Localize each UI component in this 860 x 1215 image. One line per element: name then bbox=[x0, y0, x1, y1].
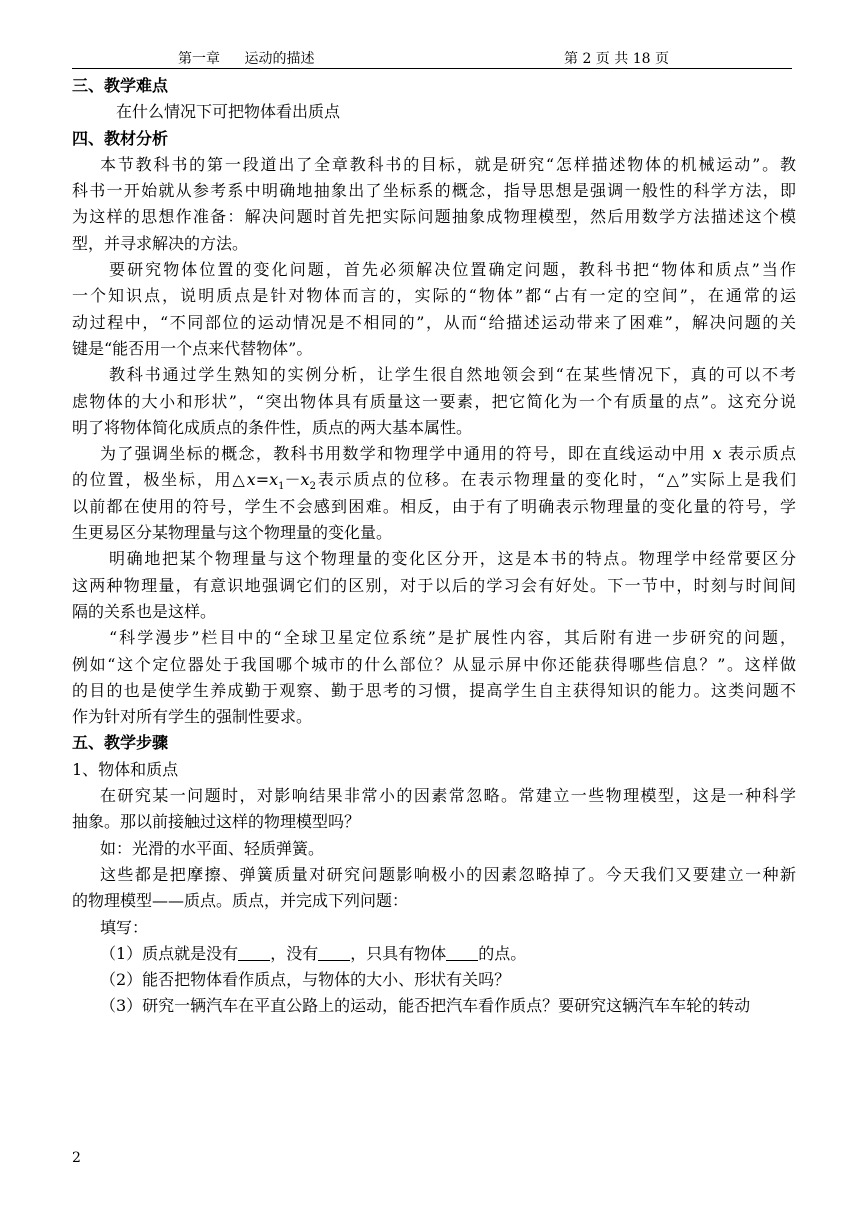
subscript-1: 1 bbox=[278, 481, 285, 493]
paragraph-line: 要研究物体位置的变化问题，首先必须解决位置确定问题，教科书把“物体和质点”当作 bbox=[109, 260, 796, 280]
steps-paragraph-2 bbox=[72, 862, 796, 915]
paragraph-line: 动过程中，“不同部位的运动情况是不相同的”，从而“给描述运动带来了困难”，解决问题的关 bbox=[72, 312, 796, 332]
paragraph-line: 科书一开始就从参考系中明确地抽象出了坐标系的概念，指导思想是强调一般性的科学方法，即 bbox=[72, 181, 796, 201]
analysis-paragraph-1 bbox=[72, 152, 796, 257]
paragraph-line: 明确地把某个物理量与这个物理量的变化区分开，这是本书的特点。物理学中经常要区分 bbox=[109, 549, 796, 569]
paragraph-line: 作为针对所有学生的强制性要求。 bbox=[72, 707, 313, 727]
paragraph-line bbox=[72, 467, 796, 493]
page-info: 第 2 页 共 18 页 bbox=[564, 51, 669, 67]
paragraph-line: 抽象。那以前接触过这样的物理模型吗？ bbox=[72, 812, 361, 832]
document-body bbox=[72, 73, 796, 1020]
question-text: （1）质点就是没有 bbox=[100, 943, 239, 963]
paragraph-line: 以前都在使用的符号，学生不会感到困难。相反，由于有了明确表示物理量的变化量的符号，学 bbox=[72, 496, 796, 516]
paragraph-line: 的目的也是使学生养成勤于观察、勤于思考的习惯，提高学生自主获得知识的能力。这类问题不 bbox=[72, 680, 796, 700]
paragraph-line: 在研究某一问题时，对影响结果非常小的因素常忽略。常建立一些物理模型，这是一种科学 bbox=[100, 786, 796, 806]
question-text: ，没有 bbox=[270, 943, 319, 963]
section-heading-difficulty: 三、教学难点 bbox=[72, 76, 169, 95]
paragraph-line: 键是“能否用一个点来代替物体”。 bbox=[72, 338, 313, 358]
analysis-paragraph-5 bbox=[72, 546, 796, 625]
section-heading-steps: 五、教学步骤 bbox=[72, 733, 169, 753]
paragraph-line: “科学漫步”栏目中的“全球卫星定位系统”是扩展性内容，其后附有进一步研究的问题， bbox=[109, 628, 796, 648]
steps-paragraph-1 bbox=[72, 783, 796, 836]
paragraph-line: 型，并寻求解决的方法。 bbox=[72, 233, 249, 253]
analysis-paragraph-2 bbox=[72, 257, 796, 362]
question-2: （2）能否把物体看作质点，与物体的大小、形状有关吗？ bbox=[100, 970, 511, 990]
variable-x: x bbox=[246, 470, 256, 490]
paragraph-line: 为这样的思想作准备：解决问题时首先把实际问题抽象成物理模型，然后用数学方法描述这个模 bbox=[72, 207, 796, 227]
chapter-title: 第一章 运动的描述 bbox=[178, 51, 315, 67]
variable-x2: x bbox=[300, 470, 310, 490]
question-1 bbox=[72, 941, 796, 967]
subsection-heading: 1、物体和质点 bbox=[72, 759, 179, 779]
text-segment: 为了强调坐标的概念，教科书用数学和物理学中通用的符号，即在直线运动中用 bbox=[100, 444, 707, 464]
paragraph-line: 这些都是把摩擦、弹簧质量对研究问题影响极小的因素忽略掉了。今天我们又要建立一种新 bbox=[100, 864, 796, 884]
analysis-paragraph-3 bbox=[72, 362, 796, 441]
page-number: 2 bbox=[72, 1150, 81, 1166]
section-heading-analysis: 四、教材分析 bbox=[72, 128, 169, 148]
paragraph-line: 生更易区分某物理量与这个物理量的变化量。 bbox=[72, 523, 393, 543]
question-3: （3）研究一辆汽车在平直公路上的运动，能否把汽车看作质点？要研究这辆汽车车轮的转动 bbox=[100, 996, 751, 1016]
variable-x: x bbox=[712, 444, 722, 464]
paragraph-line: 教科书通过学生熟知的实例分析，让学生很自然地领会到“在某些情况下，真的可以不考 bbox=[109, 365, 796, 385]
analysis-paragraph-6 bbox=[72, 625, 796, 730]
paragraph-line: 虑物体的大小和形状”，“突出物体具有质量这一要素，把它简化为一个有质量的点”。这充分说 bbox=[72, 391, 796, 411]
paragraph-line: 隔的关系也是这样。 bbox=[72, 601, 217, 621]
page-header bbox=[72, 46, 792, 69]
paragraph-line: 这两种物理量，有意识地强调它们的区别，对于以后的学习会有好处。下一节中，时刻与时间间 bbox=[72, 575, 796, 595]
fill-in-label: 填写： bbox=[100, 917, 149, 937]
answer-blank[interactable] bbox=[446, 944, 478, 961]
equals-sign: = bbox=[255, 470, 270, 490]
minus-sign: － bbox=[284, 470, 301, 490]
paragraph-line: 一个知识点，说明质点是针对物体而言的，实际的“物体”都“占有一定的空间”，在通常的运 bbox=[72, 286, 796, 306]
question-text: ，只具有物体 bbox=[350, 943, 447, 963]
paragraph-line: 例如“这个定位器处于我国哪个城市的什么部位？从显示屏中你还能获得哪些信息？”。这样做 bbox=[72, 654, 796, 674]
paragraph-line: 的物理模型——质点。质点，并完成下列问题： bbox=[72, 891, 409, 911]
analysis-paragraph-4 bbox=[72, 441, 796, 546]
text-segment: 表示质点的位移。在表示物理量的变化时，“△”实际上是我们 bbox=[315, 470, 796, 490]
question-text: 的点。 bbox=[478, 943, 527, 963]
paragraph-line bbox=[72, 441, 796, 467]
subscript-2: 2 bbox=[309, 481, 316, 493]
variable-x1: x bbox=[269, 470, 279, 490]
paragraph-line: 明了将物体简化成质点的条件性，质点的两大基本属性。 bbox=[72, 417, 473, 437]
difficulty-text: 在什么情况下可把物体看出质点 bbox=[116, 102, 341, 122]
example-line: 如：光滑的水平面、轻质弹簧。 bbox=[100, 838, 325, 858]
text-segment: 的位置，极坐标，用△ bbox=[72, 470, 247, 490]
paragraph-line: 本节教科书的第一段道出了全章教科书的目标，就是研究“怎样描述物体的机械运动”。教 bbox=[100, 154, 796, 174]
answer-blank[interactable] bbox=[318, 944, 350, 961]
text-segment: 表示质点 bbox=[728, 444, 796, 464]
answer-blank[interactable] bbox=[238, 944, 270, 961]
